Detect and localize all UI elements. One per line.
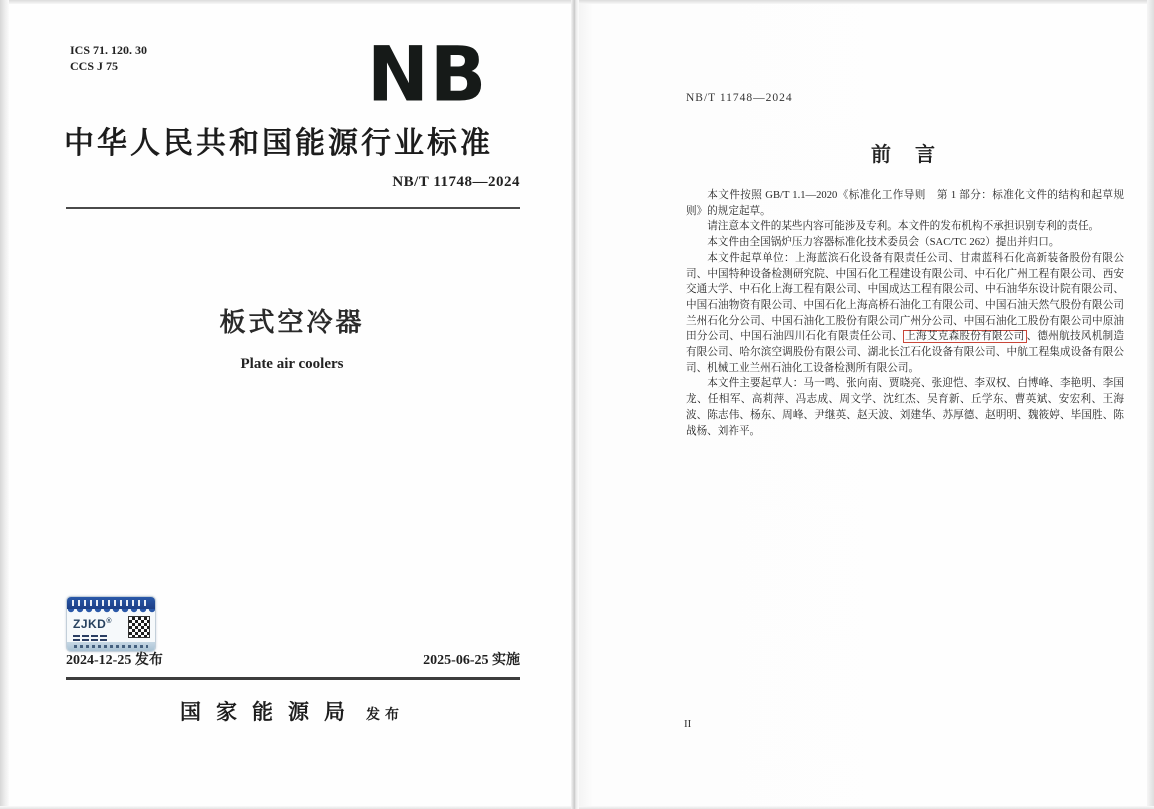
paragraph-committee: 本文件由全国锅炉压力容器标准化技术委员会（SAC/TC 262）提出并归口。 <box>707 237 1060 249</box>
dates-row <box>66 649 520 669</box>
issuer-suffix: 发布 <box>366 708 404 723</box>
ics-code: ICS 71. 120. 30 <box>70 43 148 57</box>
foreword-body <box>686 188 1124 439</box>
stamp-bottom-band-marks <box>74 645 148 648</box>
stamp-brand-column <box>73 615 112 645</box>
document-title-en: Plate air coolers <box>240 356 344 372</box>
scan-edge-right <box>1147 0 1154 809</box>
qr-code-icon <box>128 616 150 638</box>
scan-edge-left <box>0 0 9 809</box>
running-header-number: NB/T 11748—2024 <box>686 92 793 104</box>
paragraph-patent-notice: 请注意本文件的某些内容可能涉及专利。本文件的发布机构不承担识别专利的责任。 <box>707 221 1100 233</box>
standard-series-title: 中华人民共和国能源行业标准 <box>64 127 493 160</box>
registered-mark-icon: ® <box>106 618 113 625</box>
paragraph-drafting-rules: 本文件按照 GB/T 1.1—2020《标准化工作导则 第 1 部分：标准化文件的结构和起草规则》的规定起草。 <box>686 190 1124 217</box>
drafting-orgs-after: 、德州航技风机制造有限公司、哈尔滨空调股份有限公司、湖北长江石化设备有限公司、中航工程集成设备有限公司、机械工业兰州石油化工设备检测所有限公司。 <box>686 331 1125 374</box>
anti-counterfeit-stamp <box>66 596 156 652</box>
ccs-code: CCS J 75 <box>70 59 119 73</box>
header-rule <box>66 207 520 209</box>
issuer-row <box>64 696 520 726</box>
stamp-top-band-marks <box>72 600 150 606</box>
drafting-orgs-before: 本文件起草单位：上海蓝滨石化设备有限责任公司、甘肃蓝科石化高新装备股份有限公司、中国特种设备检测研究院、中国石化工程建设有限公司、中石化广州工程有限公司、西安交通大学、中石化上海工程有限公司、中国成达工程有限公司、中石油华东设计院有限公司、中国石油物资有限公司、中国石化上海高桥石油化工有限公司、中国石油天然气股份有限公司兰州石化分公司、中国石油化工股份有限公司广州分公司、中国石油化工股份有限公司中原油田分公司、中国石油四川石化有限责任公司、 <box>686 252 1124 343</box>
issuer-name: 国家能源局 <box>180 700 360 724</box>
standard-number: NB/T 11748—2024 <box>392 174 520 190</box>
implementation-date: 2025-06-25 实施 <box>423 653 520 668</box>
paragraph-drafting-organizations <box>686 251 1124 377</box>
document-title-zh: 板式空冷器 <box>219 308 365 337</box>
footer-rule <box>66 677 520 680</box>
cover-page <box>9 4 571 806</box>
page-number: II <box>684 718 692 730</box>
stamp-top-band <box>67 597 155 609</box>
issue-date: 2024-12-25 发布 <box>66 653 163 668</box>
stamp-brand-text: ZJKD® <box>73 617 113 631</box>
foreword-title: 前 言 <box>871 144 937 166</box>
classification-codes <box>70 42 147 74</box>
nb-logo: NB <box>367 31 488 119</box>
highlighted-company: 上海艾克森股份有限公司 <box>905 331 1025 343</box>
foreword-page <box>579 4 1147 806</box>
page-spine <box>571 0 579 809</box>
paragraph-main-drafters: 本文件主要起草人：马一鸣、张向南、贾晓亮、张迎恺、李双权、白博峰、李艳明、李国龙、任相军、高莉萍、冯志成、周文学、沈红杰、吴育新、丘学东、曹英斌、安宏利、王海波、陈志伟、杨东、周峰、尹继英、赵天波、刘建华、苏厚德、赵明明、魏筱婷、毕国胜、陈战杨、刘祚平。 <box>686 378 1124 437</box>
